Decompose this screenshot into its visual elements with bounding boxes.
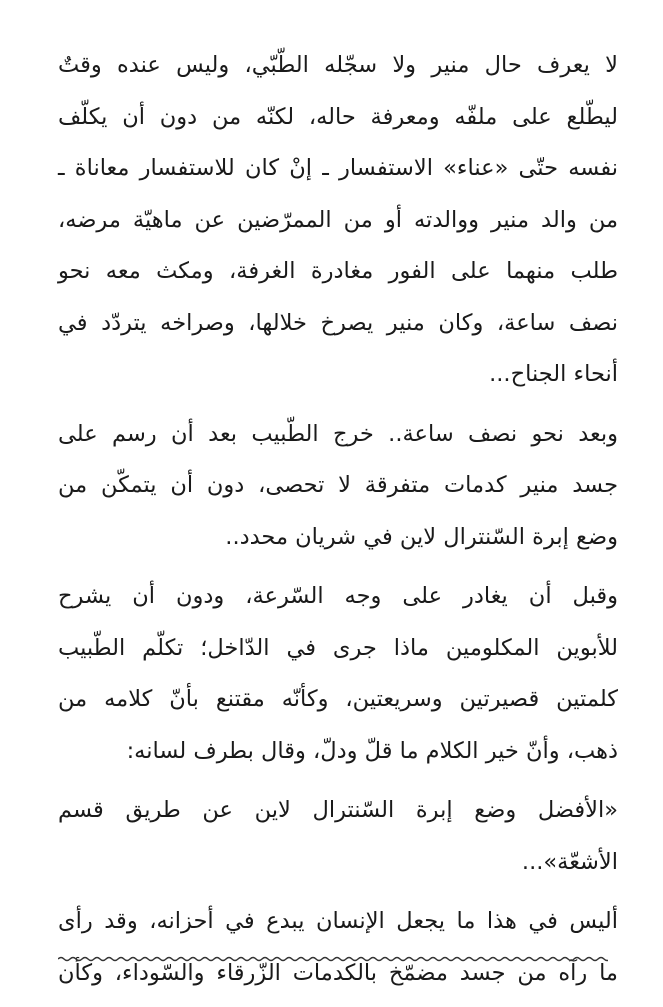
text-line: طلب منهما على الفور مغادرة الغرفة، ومكث معه نحو	[58, 258, 618, 284]
book-page	[58, 40, 618, 1007]
text-line: أنحاء الجناح...	[489, 361, 618, 387]
text-line: جسد منير كدمات متفرقة لا تحصى، دون أن يتمكّن من	[58, 472, 618, 498]
text-line: وضع إبرة السّنترال لاين في شريان محدد..	[225, 523, 618, 550]
text-line: الأشعّة»...	[521, 848, 618, 875]
text-line: من والد منير ووالدته أو من الممرّضين عن ماهيّة مرضه،	[58, 206, 618, 233]
wavy-divider	[58, 952, 608, 966]
text-line: وقبل أن يغادر على وجه السّرعة، ودون أن يشرح	[58, 583, 618, 609]
text-line: أليس في هذا ما يجعل الإنسان يبدع في أحزانه، وقد رأى	[58, 908, 618, 934]
text-line: نفسه حتّى «عناء» الاستفسار ـ إنْ كان للاستفسار معاناة ـ	[58, 155, 618, 181]
text-line: وبعد نحو نصف ساعة.. خرج الطّبيب بعد أن رسم على	[58, 420, 618, 447]
text-line: ما رآه من جسد مضمّخ بالكدمات الزّرقاء والسّوداء، وكأن	[58, 959, 618, 986]
text-line: ليطّلع على ملفّه ومعرفة حاله، لكنّه من دون أن يكلّف	[58, 103, 618, 130]
paragraph-2	[58, 409, 618, 564]
quote-paragraph	[58, 785, 618, 888]
text-line: كلمتين قصيرتين وسريعتين، وكأنّه مقتنع بأنّ كلامه من	[58, 686, 618, 712]
text-line: للأبوين المكلومين ماذا جرى في الدّاخل؛ تكلّم الطّبيب	[58, 634, 618, 661]
text-line: ذهب، وأنّ خير الكلام ما قلّ ودلّ، وقال بطرف لسانه:	[126, 737, 618, 764]
paragraph-1	[58, 40, 618, 401]
text-line: «الأفضل وضع إبرة السّنترال لاين عن طريق قسم	[58, 797, 618, 823]
text-line: لا يعرف حال منير ولا سجّله الطّبّي، وليس عنده وقتٌ	[58, 52, 618, 78]
paragraph-5	[58, 896, 618, 999]
paragraph-3	[58, 571, 618, 777]
text-line: نصف ساعة، وكان منير يصرخ خلالها، وصراخه يتردّد في	[58, 309, 618, 336]
